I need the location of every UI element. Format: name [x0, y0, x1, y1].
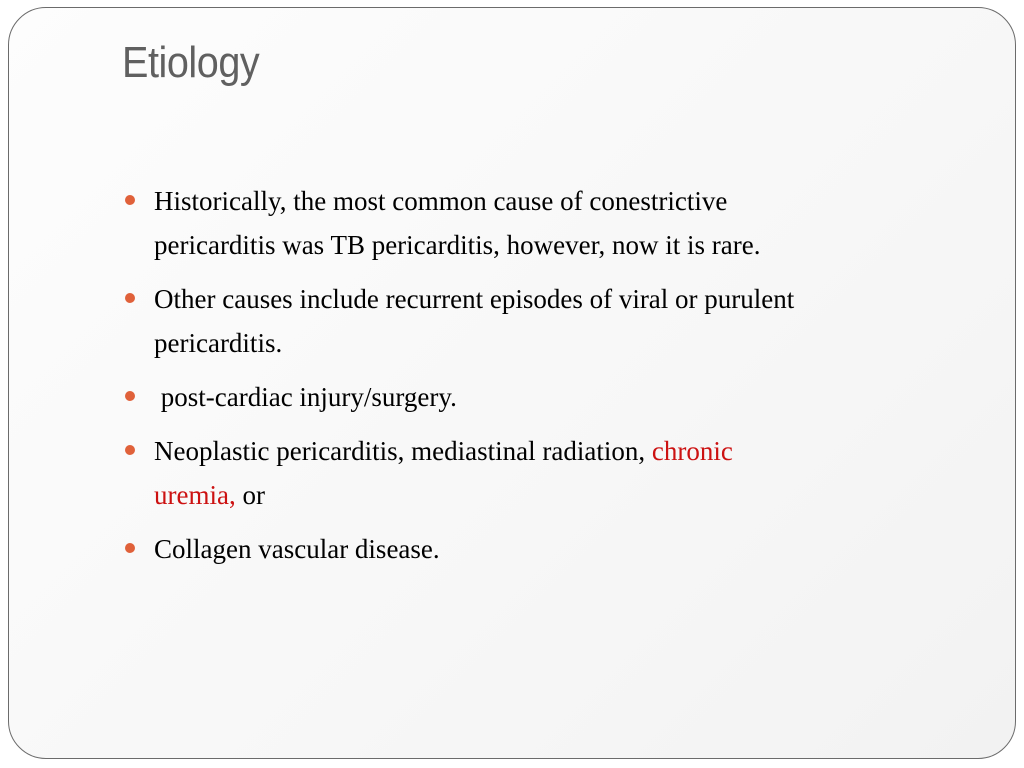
bullet-item-1	[124, 179, 964, 267]
bullet-text-line: Historically, the most common cause of conestrictive	[154, 186, 728, 216]
bullet-item-3	[124, 375, 964, 419]
highlighted-text: chronic	[651, 436, 733, 466]
bullet-text-line: Collagen vascular disease.	[154, 534, 440, 564]
bullet-text-line: Other causes include recurrent episodes of viral or purulent	[154, 284, 795, 314]
bullet-dot-icon	[125, 445, 135, 455]
bullet-dot-icon	[125, 293, 135, 303]
bullet-dot-icon	[125, 195, 135, 205]
bullet-item-4	[124, 429, 964, 517]
bullet-item-5	[124, 527, 964, 571]
bullet-text-line: pericarditis was TB pericarditis, however, now it is rare.	[154, 230, 761, 260]
bullet-list	[124, 179, 964, 581]
slide-title: Etiology	[122, 38, 260, 87]
bullet-text-line: pericarditis.	[154, 328, 283, 358]
bullet-item-2	[124, 277, 964, 365]
bullet-text-segment: or	[235, 480, 265, 510]
bullet-text-line	[154, 429, 964, 473]
highlighted-text: uremia,	[154, 480, 236, 510]
bullet-text-segment: Neoplastic pericarditis, mediastinal radiation,	[154, 436, 652, 466]
slide-frame	[8, 7, 1016, 759]
bullet-text-line	[154, 473, 964, 517]
bullet-text-line: post-cardiac injury/surgery.	[154, 382, 457, 412]
bullet-dot-icon	[125, 391, 135, 401]
bullet-dot-icon	[125, 543, 135, 553]
